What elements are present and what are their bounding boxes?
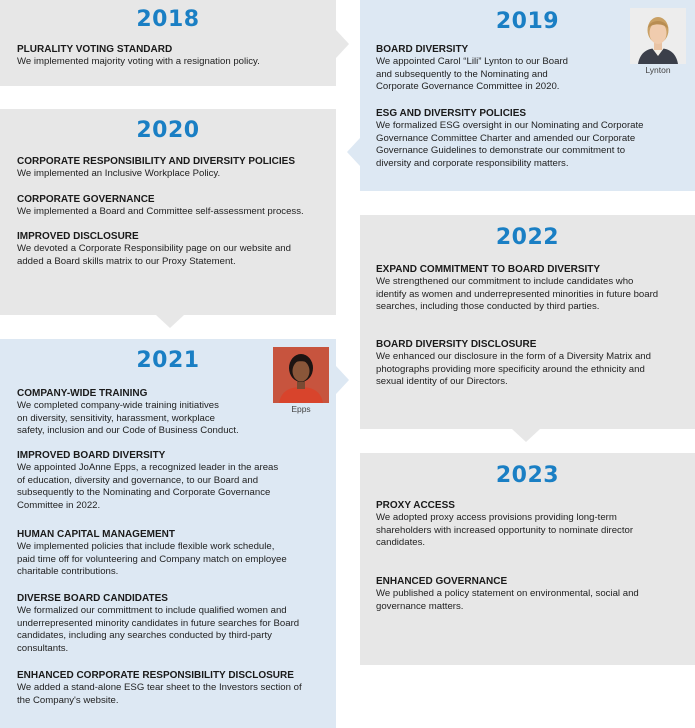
lynton-caption: Lynton <box>645 65 671 75</box>
arrow-2022-to-2023 <box>512 429 540 442</box>
item-line: We completed company-wide training initiatives <box>17 400 219 411</box>
item-line: shareholders with increased opportunity to nominate director <box>376 524 634 536</box>
item-heading: HUMAN CAPITAL MANAGEMENT <box>17 529 175 540</box>
item-line: We implemented a Board and Committee self-assessment process. <box>17 206 304 217</box>
item-line: charitable contributions. <box>17 566 119 578</box>
item-heading: ENHANCED GOVERNANCE <box>376 576 508 587</box>
item-board-diversity-disclosure <box>376 339 688 389</box>
year-2023: 2023 <box>495 463 560 488</box>
year-2020: 2020 <box>136 118 200 143</box>
panel-2021 <box>0 339 336 728</box>
item-heading: BOARD DIVERSITY <box>376 44 469 55</box>
item-line: We adopted proxy access provisions providing long-term <box>376 512 617 523</box>
item-line: identify as women and underrepresented minorities in future board <box>376 288 659 300</box>
item-line: of education, diversity and governance, to our Board and <box>17 474 259 486</box>
item-line: We formalized ESG oversight in our Nominating and Corporate <box>376 120 644 131</box>
lynton-photo <box>630 8 686 64</box>
item-line: We devoted a Corporate Responsibility page on our website and <box>17 243 291 254</box>
panel-2019 <box>360 0 695 191</box>
item-human-capital-management <box>17 529 329 579</box>
item-heading: BOARD DIVERSITY DISCLOSURE <box>376 339 537 350</box>
item-line: paid time off for volunteering and Company match on employee <box>17 553 287 565</box>
item-line: Committee in 2022. <box>17 499 101 511</box>
item-line: We formalized our committment to include qualified women and <box>17 605 287 616</box>
item-heading: CORPORATE RESPONSIBILITY AND DIVERSITY POLICIES <box>17 156 296 167</box>
item-line: We appointed JoAnne Epps, a recognized leader in the areas <box>17 462 279 473</box>
item-esg-diversity-policies <box>376 108 688 170</box>
arrow-2021-to-2022 <box>336 366 349 394</box>
item-heading: CORPORATE GOVERNANCE <box>17 194 155 205</box>
panel-2022 <box>360 215 695 429</box>
item-line: We added a stand-alone ESG tear sheet to the Investors section of <box>17 682 302 693</box>
item-diverse-board-candidates <box>17 593 329 655</box>
item-enhanced-governance <box>376 576 688 613</box>
item-corporate-governance <box>17 194 329 219</box>
item-heading: ENHANCED CORPORATE RESPONSIBILITY DISCLOSURE <box>17 670 294 681</box>
item-heading: PLURALITY VOTING STANDARD <box>17 44 173 55</box>
item-line: underrepresented minority candidates in future searches for Board <box>17 617 300 629</box>
item-line: safety, inclusion and our Code of Business Conduct. <box>17 425 239 437</box>
item-improved-disclosure <box>17 231 329 268</box>
item-expand-commitment-board-diversity <box>376 264 688 314</box>
item-heading: ESG AND DIVERSITY POLICIES <box>376 108 527 119</box>
item-enhanced-corp-resp-disclosure <box>17 670 329 707</box>
item-text: We implemented majority voting with a resignation policy. <box>17 56 260 67</box>
item-heading: IMPROVED BOARD DIVERSITY <box>17 450 166 461</box>
item-heading: EXPAND COMMITMENT TO BOARD DIVERSITY <box>376 264 601 275</box>
item-plurality-voting <box>17 44 327 69</box>
item-line: Governance Committee Charter and amended our Corporate <box>376 132 636 144</box>
item-improved-board-diversity <box>17 450 329 512</box>
item-line: We strengthened our commitment to include candidates who <box>376 276 634 287</box>
item-line: consultants. <box>17 642 69 654</box>
item-heading: DIVERSE BOARD CANDIDATES <box>17 593 168 604</box>
item-line: Governance Guidelines to demonstrate our commitment to <box>376 145 626 157</box>
item-line: the Company's website. <box>17 694 119 706</box>
arrow-2020-to-2021 <box>156 315 184 328</box>
item-line: sexual identity of our Directors. <box>376 376 508 388</box>
item-line: We implemented an Inclusive Workplace Policy. <box>17 168 221 179</box>
item-proxy-access <box>376 500 688 550</box>
item-heading: IMPROVED DISCLOSURE <box>17 231 139 242</box>
year-2018: 2018 <box>136 7 200 32</box>
arrow-2018-to-2019 <box>336 30 349 58</box>
item-line: We enhanced our disclosure in the form of a Diversity Matrix and <box>376 351 651 362</box>
year-2019: 2019 <box>495 9 560 34</box>
arrow-2019-to-2020 <box>347 138 360 166</box>
item-company-wide-training <box>17 388 267 438</box>
item-line: diversity and corporate responsibility matters. <box>376 157 569 169</box>
item-line: Corporate Governance Committee in 2020. <box>376 81 560 93</box>
item-board-diversity-2019 <box>376 44 616 94</box>
item-heading: PROXY ACCESS <box>376 500 455 511</box>
item-line: photographs providing more specificity around the ethnicity and <box>376 363 645 375</box>
item-line: governance matters. <box>376 600 464 612</box>
epps-photo <box>273 347 329 403</box>
year-2021: 2021 <box>136 348 200 373</box>
item-line: We appointed Carol “Lili” Lynton to our Board <box>376 56 568 67</box>
item-line: searches, including those conducted by third parties. <box>376 301 600 313</box>
year-2022: 2022 <box>495 225 560 250</box>
item-line: candidates. <box>376 537 426 549</box>
panel-2018 <box>0 0 336 86</box>
item-line: and subsequently to the Nominating and <box>376 68 548 80</box>
panel-2023 <box>360 453 695 665</box>
item-corp-resp-diversity-policies <box>17 156 329 181</box>
item-heading: COMPANY-WIDE TRAINING <box>17 388 148 399</box>
item-line: We published a policy statement on environmental, social and <box>376 588 639 599</box>
item-line: on diversity, sensitivity, harassment, workplace <box>17 412 215 424</box>
item-line: subsequently to the Nominating and Corporate Governance <box>17 487 271 499</box>
item-line: added a Board skills matrix to our Proxy Statement. <box>17 255 236 267</box>
panel-2020 <box>0 109 336 315</box>
item-line: We implemented policies that include flexible work schedule, <box>17 541 275 552</box>
item-line: candidates, including any searches conducted by third-party <box>17 630 272 642</box>
epps-caption: Epps <box>291 404 311 414</box>
